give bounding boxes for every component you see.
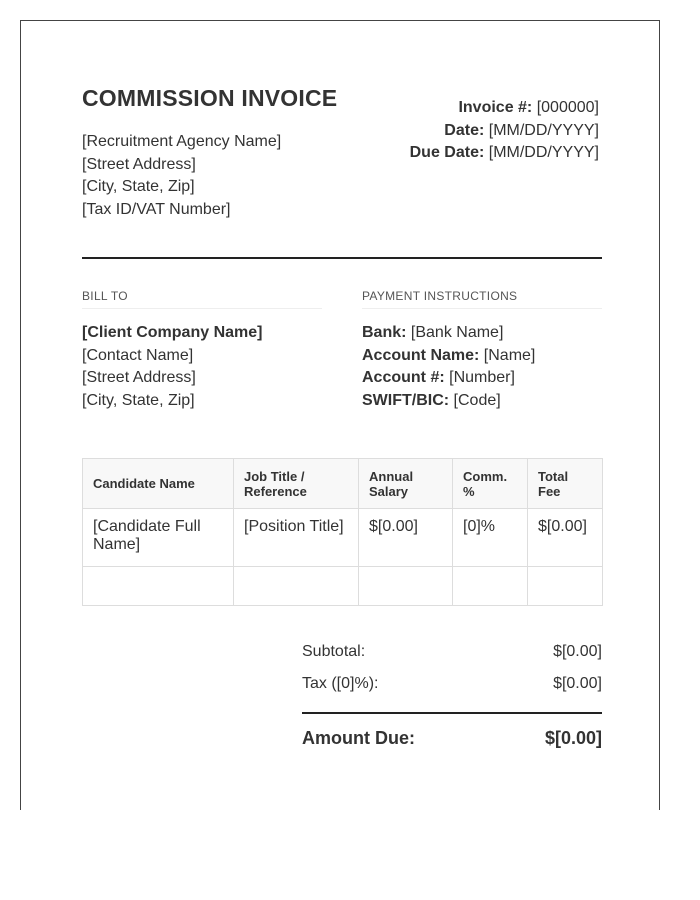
- invoice-number: [410, 97, 599, 120]
- invoice-due-date: [410, 142, 599, 165]
- payment-account-name-value: [Name]: [479, 346, 536, 364]
- header-commission-percent: Comm. %: [453, 459, 528, 509]
- agency-name: [Recruitment Agency Name]: [82, 133, 282, 150]
- cell-candidate-name: [Candidate Full Name]: [83, 509, 234, 567]
- table-row-empty: [83, 567, 603, 606]
- payment-account-number-label: Account #:: [362, 369, 445, 386]
- invoice-number-label: Invoice #:: [458, 99, 533, 116]
- tax-value: $[0.00]: [553, 675, 602, 692]
- header-total-fee: Total Fee: [528, 459, 603, 509]
- payment-swift-value: [Code]: [449, 391, 501, 409]
- client-street: [Street Address]: [82, 369, 196, 386]
- cell-empty: [528, 567, 603, 606]
- payment-instructions-heading: PAYMENT INSTRUCTIONS: [362, 289, 602, 309]
- line-items-table: [82, 458, 603, 606]
- payment-account-number-value: [Number]: [444, 369, 515, 386]
- payment-bank-label: Bank:: [362, 324, 407, 341]
- payment-bank-value: [Bank Name]: [406, 324, 504, 341]
- invoice-meta: [410, 97, 599, 165]
- amount-due-label: Amount Due:: [302, 728, 415, 748]
- payment-bank: [362, 322, 535, 345]
- bill-to-block: [82, 322, 262, 412]
- cell-empty: [453, 567, 528, 606]
- subtotal-value: $[0.00]: [553, 643, 602, 660]
- cell-commission-percent: [0]%: [453, 509, 528, 567]
- cell-empty: [234, 567, 359, 606]
- subtotal-label: Subtotal:: [302, 643, 366, 660]
- agency-tax-id: [Tax ID/VAT Number]: [82, 200, 231, 218]
- invoice-date-label: Date:: [444, 121, 485, 139]
- payment-account-name: [362, 345, 535, 368]
- cell-empty: [83, 567, 234, 606]
- client-contact-name: [Contact Name]: [82, 346, 194, 364]
- client-company-name: [Client Company Name]: [82, 324, 263, 341]
- amount-due-value: $[0.00]: [544, 728, 602, 748]
- tax-row: [302, 670, 602, 702]
- invoice-due-date-value: [MM/DD/YYYY]: [484, 144, 599, 161]
- amount-due-row: [302, 712, 602, 756]
- header-candidate-name: Candidate Name: [83, 459, 234, 509]
- header-job-title: Job Title / Reference: [234, 459, 359, 509]
- invoice-title: COMMISSION INVOICE: [82, 85, 338, 111]
- subtotal-row: [302, 638, 602, 670]
- client-city: [City, State, Zip]: [82, 391, 195, 409]
- cell-job-title: [Position Title]: [234, 509, 359, 567]
- table-row: [83, 509, 603, 567]
- invoice-date-value: [MM/DD/YYYY]: [484, 121, 599, 139]
- bill-to-heading: BILL TO: [82, 289, 322, 309]
- totals-block: [302, 638, 602, 756]
- agency-address: [82, 131, 281, 221]
- cell-total-fee: $[0.00]: [528, 509, 603, 567]
- invoice-page: [20, 20, 660, 810]
- agency-street: [Street Address]: [82, 155, 196, 173]
- header-divider: [82, 257, 602, 259]
- header-annual-salary: Annual Salary: [359, 459, 453, 509]
- payment-block: [362, 322, 535, 412]
- table-header-row: [83, 459, 603, 509]
- payment-swift-label: SWIFT/BIC:: [362, 391, 450, 409]
- payment-account-name-label: Account Name:: [362, 346, 480, 364]
- tax-label: Tax ([0]%):: [302, 675, 379, 692]
- payment-account-number: [362, 367, 535, 390]
- payment-swift: [362, 390, 535, 413]
- invoice-date: [410, 120, 599, 143]
- invoice-due-date-label: Due Date:: [409, 144, 485, 161]
- agency-city: [City, State, Zip]: [82, 178, 195, 195]
- cell-annual-salary: $[0.00]: [359, 509, 453, 567]
- invoice-number-value: [000000]: [532, 99, 599, 116]
- cell-empty: [359, 567, 453, 606]
